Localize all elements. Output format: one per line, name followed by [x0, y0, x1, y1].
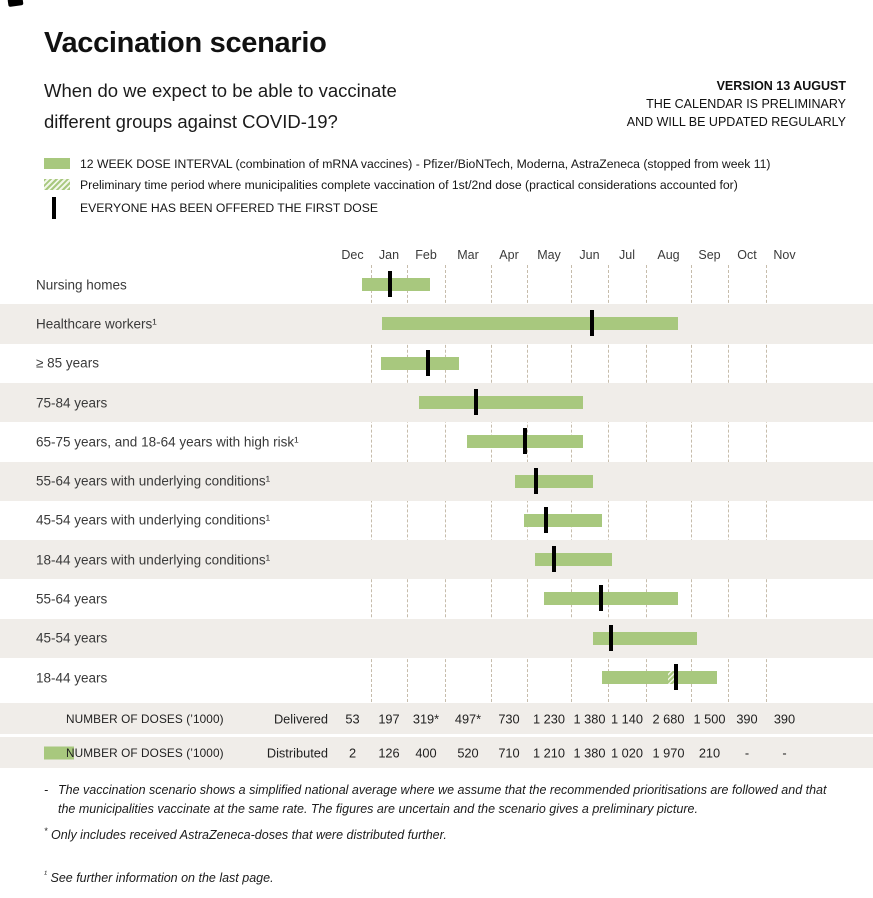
row-label: 18-44 years — [36, 670, 108, 686]
legend-item-preliminary-period — [44, 174, 770, 195]
vaccination-period-bar — [419, 396, 583, 409]
page-title: Vaccination scenario — [44, 27, 327, 59]
row-label: Healthcare workers¹ — [36, 316, 157, 332]
page-subtitle — [44, 75, 397, 137]
dose-value-cell: 1 230 — [532, 711, 566, 726]
page-corner-mark — [8, 0, 24, 7]
gantt-row — [0, 540, 873, 579]
dose-value-cell: 2 680 — [652, 711, 685, 726]
dose-value-cell: 1 970 — [652, 745, 685, 760]
dose-value-cell: 1 210 — [532, 745, 566, 760]
month-label-nov: Nov — [773, 248, 796, 262]
doses-series-name: Distributed — [266, 745, 328, 760]
footnote-scenario-text: The vaccination scenario shows a simplified national average where we assume that the recommended prioritisations are followed and that the municipalities vaccinate at the same rate. The figures are uncertain and the scenario gives a preliminary picture. — [58, 783, 827, 816]
vaccination-period-bar — [602, 671, 718, 684]
legend-label: Preliminary time period where municipalities complete vaccination of 1st/2nd dose (practical considerations accounted for) — [80, 177, 738, 192]
subtitle-line-1: When do we expect to be able to vaccinate — [44, 80, 397, 101]
doses-delivered-row — [0, 703, 873, 734]
legend-label: 12 WEEK DOSE INTERVAL (combination of mRNA vaccines) - Pfizer/BioNTech, Moderna, AstraZeneca (stopped from week 11) — [80, 156, 771, 171]
dose-value-cell: 520 — [457, 745, 479, 760]
dose-value-cell: 126 — [378, 745, 400, 760]
footnote-astrazeneca — [44, 822, 830, 845]
first-dose-offered-tick — [544, 507, 548, 533]
month-label-jun: Jun — [579, 248, 600, 262]
first-dose-offered-tick — [534, 468, 538, 494]
legend-item-first-dose-offered — [44, 195, 770, 221]
dose-value-cell: 210 — [698, 745, 721, 760]
dose-value-cell: 1 380 — [573, 745, 606, 760]
row-label: ≥ 85 years — [36, 355, 99, 371]
dose-value-cell: - — [782, 745, 787, 760]
dose-value-cell: 390 — [736, 711, 758, 726]
month-label-aug: Aug — [657, 248, 680, 262]
first-dose-offered-tick — [388, 271, 392, 297]
gantt-row — [0, 579, 873, 618]
row-label: 65-75 years, and 18-64 years with high risk¹ — [36, 434, 299, 450]
row-label: Nursing homes — [36, 277, 127, 293]
gantt-row — [0, 422, 873, 461]
subtitle-line-2: different groups against COVID-19? — [44, 111, 338, 132]
first-dose-offered-tick — [609, 625, 613, 651]
version-line-2: THE CALENDAR IS PRELIMINARY — [646, 97, 846, 111]
month-label-may: May — [537, 248, 561, 262]
vaccination-period-bar — [535, 553, 612, 566]
doses-row-label: NUMBER OF DOSES (’1000) — [66, 711, 224, 726]
vaccination-period-bar — [362, 278, 430, 291]
dose-value-cell: 197 — [378, 711, 400, 726]
version-line-3: AND WILL BE UPDATED REGULARLY — [626, 115, 846, 129]
version-line-1: VERSION 13 AUGUST — [716, 79, 846, 93]
vaccination-period-bar — [515, 475, 592, 488]
gantt-row — [0, 265, 873, 304]
gantt-row — [0, 344, 873, 383]
row-label: 18-44 years with underlying conditions¹ — [36, 552, 271, 568]
first-dose-offered-tick — [426, 350, 430, 376]
vaccination-period-bar — [382, 317, 678, 330]
footnote-scenario: - The vaccination scenario shows a simplified national average where we assume that the recommended prioritisations are followed and that the municipalities vaccinate at the same rate. The figures are uncertain and the scenario gives a preliminary picture. — [44, 781, 830, 819]
hatched-green-bar-swatch — [44, 179, 80, 190]
legend-item-dose-interval — [44, 153, 770, 174]
footnotes — [44, 781, 830, 888]
gantt-row — [0, 501, 873, 540]
month-label-oct: Oct — [737, 248, 757, 262]
row-label: 55-64 years with underlying conditions¹ — [36, 473, 271, 489]
legend — [44, 153, 770, 221]
version-note — [627, 77, 846, 131]
black-tick-swatch — [44, 197, 80, 219]
gantt-row — [0, 383, 873, 422]
dose-value-cell: 400 — [415, 745, 437, 760]
dose-value-cell: - — [744, 745, 750, 760]
month-axis — [0, 248, 873, 264]
vaccination-period-bar — [381, 357, 459, 370]
first-dose-offered-tick — [590, 310, 594, 336]
first-dose-offered-tick — [599, 585, 603, 611]
footnote-see-more-text: See further information on the last page. — [50, 871, 274, 886]
month-label-jul: Jul — [619, 248, 635, 262]
gantt-rows — [0, 265, 873, 698]
superscript-one-marker: ¹ — [44, 869, 47, 880]
month-label-dec: Dec — [341, 248, 364, 262]
asterisk-marker: * — [44, 826, 48, 836]
dose-value-cell: 1 500 — [693, 711, 726, 726]
month-label-apr: Apr — [499, 248, 519, 262]
solid-green-bar-swatch — [44, 158, 80, 169]
first-dose-offered-tick — [674, 664, 678, 690]
vaccination-period-bar — [524, 514, 601, 527]
dose-value-cell: 53 — [345, 711, 360, 726]
gantt-row — [0, 619, 873, 658]
dose-value-cell: 497* — [454, 711, 482, 726]
first-dose-offered-tick — [552, 546, 556, 572]
doses-distributed-row — [0, 737, 873, 768]
dose-value-cell: 1 380 — [573, 711, 606, 726]
month-label-mar: Mar — [457, 248, 479, 262]
gantt-row — [0, 658, 873, 697]
gantt-row — [0, 462, 873, 501]
dose-value-cell: 1 140 — [610, 711, 644, 726]
dose-value-cell: 730 — [498, 711, 520, 726]
dose-value-cell: 2 — [348, 745, 357, 760]
footnote-astrazeneca-text: Only includes received AstraZeneca-doses that were distributed further. — [51, 828, 447, 843]
footnote-see-more — [44, 865, 830, 888]
row-label: 45-54 years with underlying conditions¹ — [36, 512, 271, 528]
vaccination-period-bar — [544, 592, 678, 605]
first-dose-offered-tick — [474, 389, 478, 415]
doses-row-label: NUMBER OF DOSES (’1000) — [66, 745, 224, 760]
dose-value-cell: 319* — [412, 711, 440, 726]
dose-value-cell: 390 — [773, 711, 796, 726]
row-label: 45-54 years — [36, 630, 108, 646]
month-label-sep: Sep — [698, 248, 721, 262]
legend-label: EVERYONE HAS BEEN OFFERED THE FIRST DOSE — [80, 201, 378, 215]
row-label: 55-64 years — [36, 591, 108, 607]
gantt-row — [0, 304, 873, 343]
doses-series-name: Delivered — [273, 711, 328, 726]
month-label-feb: Feb — [415, 248, 437, 262]
month-label-jan: Jan — [378, 248, 400, 262]
row-label: 75-84 years — [36, 395, 108, 411]
dose-value-cell: 1 020 — [610, 745, 644, 760]
dose-value-cell: 710 — [498, 745, 520, 760]
first-dose-offered-tick — [523, 428, 527, 454]
